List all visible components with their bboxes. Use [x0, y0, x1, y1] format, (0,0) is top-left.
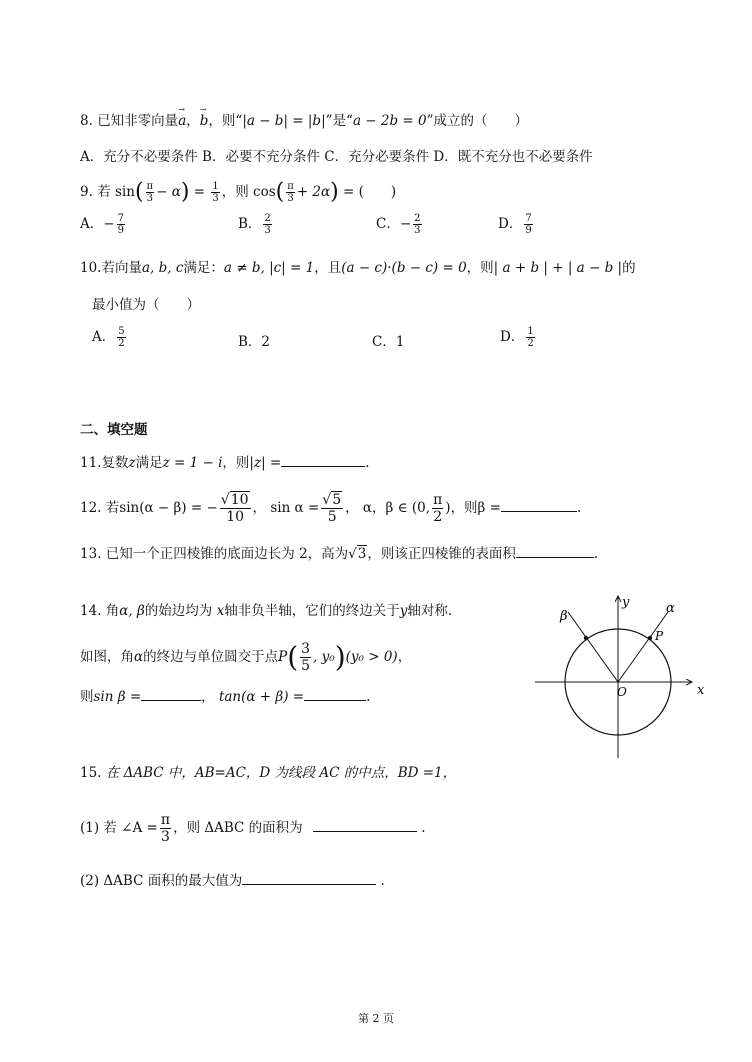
q14-line2: 如图，角α的终边与单位圆交于点P( $\frac{3}{5}$ , y₀)(y₀ > 0)，	[80, 640, 412, 674]
q10-option-b: B．2	[238, 334, 271, 350]
point-beta	[584, 636, 588, 640]
q10-option-d: D． $\frac{1}{2}$	[500, 326, 534, 349]
q9-option-d: D． $\frac{7}{9}$	[498, 213, 532, 236]
beta-label: β	[560, 609, 568, 624]
q10-option-a: A． $\frac{5}{2}$	[92, 326, 125, 349]
q10-option-c: C．1	[372, 334, 405, 350]
q11-answer-blank[interactable]	[281, 454, 365, 467]
point-p	[648, 636, 652, 640]
q8-options	[80, 148, 593, 166]
unit-circle-figure	[530, 590, 710, 760]
q9-option-c: C．− $\frac{2}{3}$	[376, 213, 421, 236]
q15-blank-1[interactable]	[313, 819, 417, 832]
q8-stem: 8. 已知非零向量→ a，→ b，则“|a − b| = |b|”是“a − 2b = 0”成立的（ ）	[80, 112, 528, 130]
q15-blank-2[interactable]	[242, 872, 376, 885]
q14-blank-1[interactable]	[141, 688, 201, 701]
q14-line3: 则sin β = ， tan(α + β) = .	[80, 689, 371, 705]
q12-stem: 12. 若sin(α − β) = − $\frac{√10}{10}$ ， sin α = $\frac{√5}{5}$ ， α，β ∈ (0, $\frac{\pi}{2}$ )，则β = .	[80, 492, 582, 525]
page-number: 第 2 页	[358, 1012, 394, 1025]
q8-cond1: |a − b| = |b|	[242, 113, 326, 129]
alpha-terminal-side	[618, 612, 668, 682]
beta-terminal-side	[568, 612, 618, 682]
q15-part1: (1) 若 ∠A = $\frac{\pi}{3}$ ，则 ΔABC 的面积为 .	[80, 812, 426, 845]
q9-option-b: B． $\frac{2}{3}$	[238, 213, 271, 236]
q8-cond2: a − 2b = 0	[352, 113, 427, 129]
origin-label: O	[617, 685, 627, 699]
q15-part2: (2) ΔABC 面积的最大值为 .	[80, 873, 385, 889]
y-label: y	[622, 595, 630, 610]
q15-stem: 15. 在 ΔABC 中，AB=AC，D 为线段 AC 的中点，BD =1，	[80, 765, 457, 781]
p-label: P	[655, 629, 664, 643]
q8-option-c: C．充分必要条件	[324, 149, 430, 165]
q8-option-d: D．既不充分也不必要条件	[433, 149, 593, 165]
q14-blank-2[interactable]	[304, 688, 366, 701]
q14-stem: 14. 角α, β的始边均为 x轴非负半轴，它们的终边关于y轴对称.	[80, 603, 453, 619]
q10-stem: 10.若向量a, b, c满足：a ≠ b, |c| = 1，且(a − c)·(b − c) = 0，则| a + b | + | a − b |的	[80, 260, 636, 276]
q13-answer-blank[interactable]	[516, 545, 594, 558]
q13-stem: 13. 已知一个正四棱锥的底面边长为 2，高为√3，则该正四棱锥的表面积 .	[80, 546, 599, 562]
q10-line2: 最小值为（ ）	[92, 297, 200, 313]
q8-option-b: B．必要不充分条件	[202, 149, 320, 165]
section-title: 二、填空题	[80, 422, 148, 438]
q8-option-a: A．充分不必要条件	[80, 149, 198, 165]
q9-option-a: A．− $\frac{7}{9}$	[80, 213, 124, 236]
q12-answer-blank[interactable]	[501, 499, 577, 512]
x-label: x	[697, 683, 705, 698]
alpha-label: α	[666, 601, 675, 616]
q9-stem: 9. 若 sin( $\frac{\pi}{3}$ − α) = $\frac{1}{3}$ ，则 cos( $\frac{\pi}{3}$ + 2α) = ( )	[80, 179, 397, 205]
q11-stem: 11.复数z满足z = 1 − i，则|z| = .	[80, 455, 370, 471]
